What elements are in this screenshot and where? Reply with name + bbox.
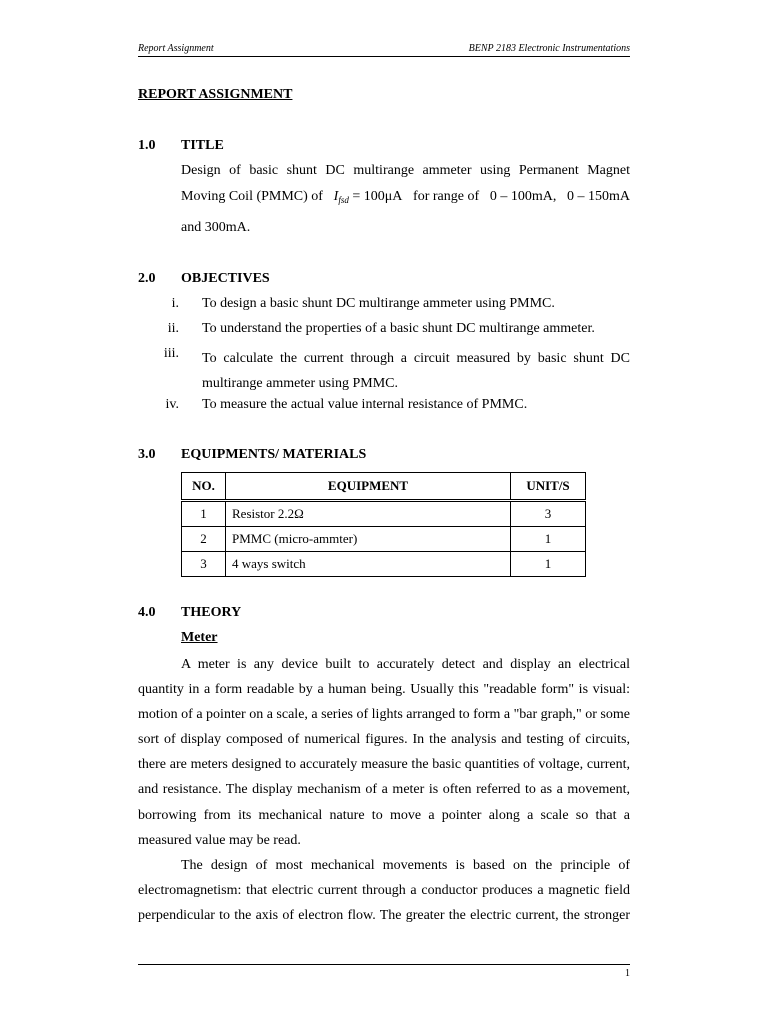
table-header-row	[182, 473, 586, 501]
table-row	[182, 501, 586, 527]
cell-equipment: 4 ways switch	[226, 552, 511, 577]
objective-number: ii.	[167, 321, 179, 336]
section-number-theory: 4.0	[138, 605, 156, 620]
range-1: 0 – 100mA,	[489, 189, 557, 204]
objective-text: To design a basic shunt DC multirange ammeter using PMMC.	[202, 296, 555, 311]
cell-units: 3	[511, 501, 586, 527]
footer-divider	[138, 964, 630, 965]
page-header	[138, 43, 630, 57]
section-number-title: 1.0	[138, 138, 156, 153]
cell-no: 2	[182, 527, 226, 552]
section-heading-objectives: OBJECTIVES	[181, 271, 270, 286]
title-line-3: and 300mA.	[181, 220, 251, 235]
subheading-meter: Meter	[181, 630, 218, 645]
column-header-no: NO.	[182, 473, 226, 501]
section-number-equipments: 3.0	[138, 447, 156, 462]
theory-paragraph: The design of most mechanical movements is based on the principle of electromagnetism: that electric current through a conductor produces a magnetic field perpendicular to the axis of electron flow. The greater the electric current, the stronger	[138, 858, 630, 924]
table-row	[182, 527, 586, 552]
objective-text: To understand the properties of a basic shunt DC multirange ammeter.	[202, 321, 595, 336]
cell-equipment: Resistor 2.2Ω	[226, 501, 511, 527]
cell-units: 1	[511, 527, 586, 552]
ifsd-symbol: I	[333, 189, 339, 204]
ifsd-subscript: fsd	[338, 195, 349, 205]
objective-number: i.	[171, 296, 179, 311]
header-left: Report Assignment	[138, 43, 214, 54]
objective-number: iv.	[165, 397, 179, 412]
title-line-2	[181, 189, 630, 205]
table-row	[182, 552, 586, 577]
title-line-2-prefix: Moving Coil (PMMC) of	[181, 189, 323, 204]
ifsd-value: = 100μA	[352, 189, 403, 204]
column-header-units: UNIT/S	[511, 473, 586, 501]
objective-text: To measure the actual value internal resistance of PMMC.	[202, 397, 528, 412]
objective-number: iii.	[163, 346, 179, 361]
range-2: 0 – 150mA	[567, 189, 630, 204]
equipment-table	[181, 472, 586, 577]
section-heading-theory: THEORY	[181, 605, 242, 620]
section-heading-title: TITLE	[181, 138, 224, 153]
column-header-equipment: EQUIPMENT	[226, 473, 511, 501]
ifsd-expression	[334, 189, 403, 205]
section-heading-equipments: EQUIPMENTS/ MATERIALS	[181, 447, 367, 462]
cell-units: 1	[511, 552, 586, 577]
title-line-2-mid: for range of	[413, 189, 480, 204]
report-title: REPORT ASSIGNMENT	[138, 87, 293, 102]
cell-no: 3	[182, 552, 226, 577]
header-right: BENP 2183 Electronic Instrumentations	[468, 43, 630, 54]
section-number-objectives: 2.0	[138, 271, 156, 286]
theory-paragraph: A meter is any device built to accurately detect and display an electrical quantity in a form readable by a human being. Usually this "readable form" is visual: motion of a pointer on a scale, a series of lights arranged to form a "bar graph," or some sort of display composed of numerical figures. In the analysis and testing of circuits, there are meters designed to accurately measure the basic quantities of voltage, current, and resistance. The display mechanism of a meter is often referred to as a movement, borrowing from its mechanical nature to move a pointer along a scale so that a measured value may be read.	[138, 657, 630, 848]
cell-no: 1	[182, 501, 226, 527]
title-line-1: Design of basic shunt DC multirange ammeter using Permanent Magnet	[181, 163, 630, 178]
objective-text: To calculate the current through a circuit measured by basic shunt DC multirange ammeter using PMMC.	[202, 351, 630, 391]
page-number: 1	[625, 968, 630, 979]
cell-equipment: PMMC (micro-ammter)	[226, 527, 511, 552]
